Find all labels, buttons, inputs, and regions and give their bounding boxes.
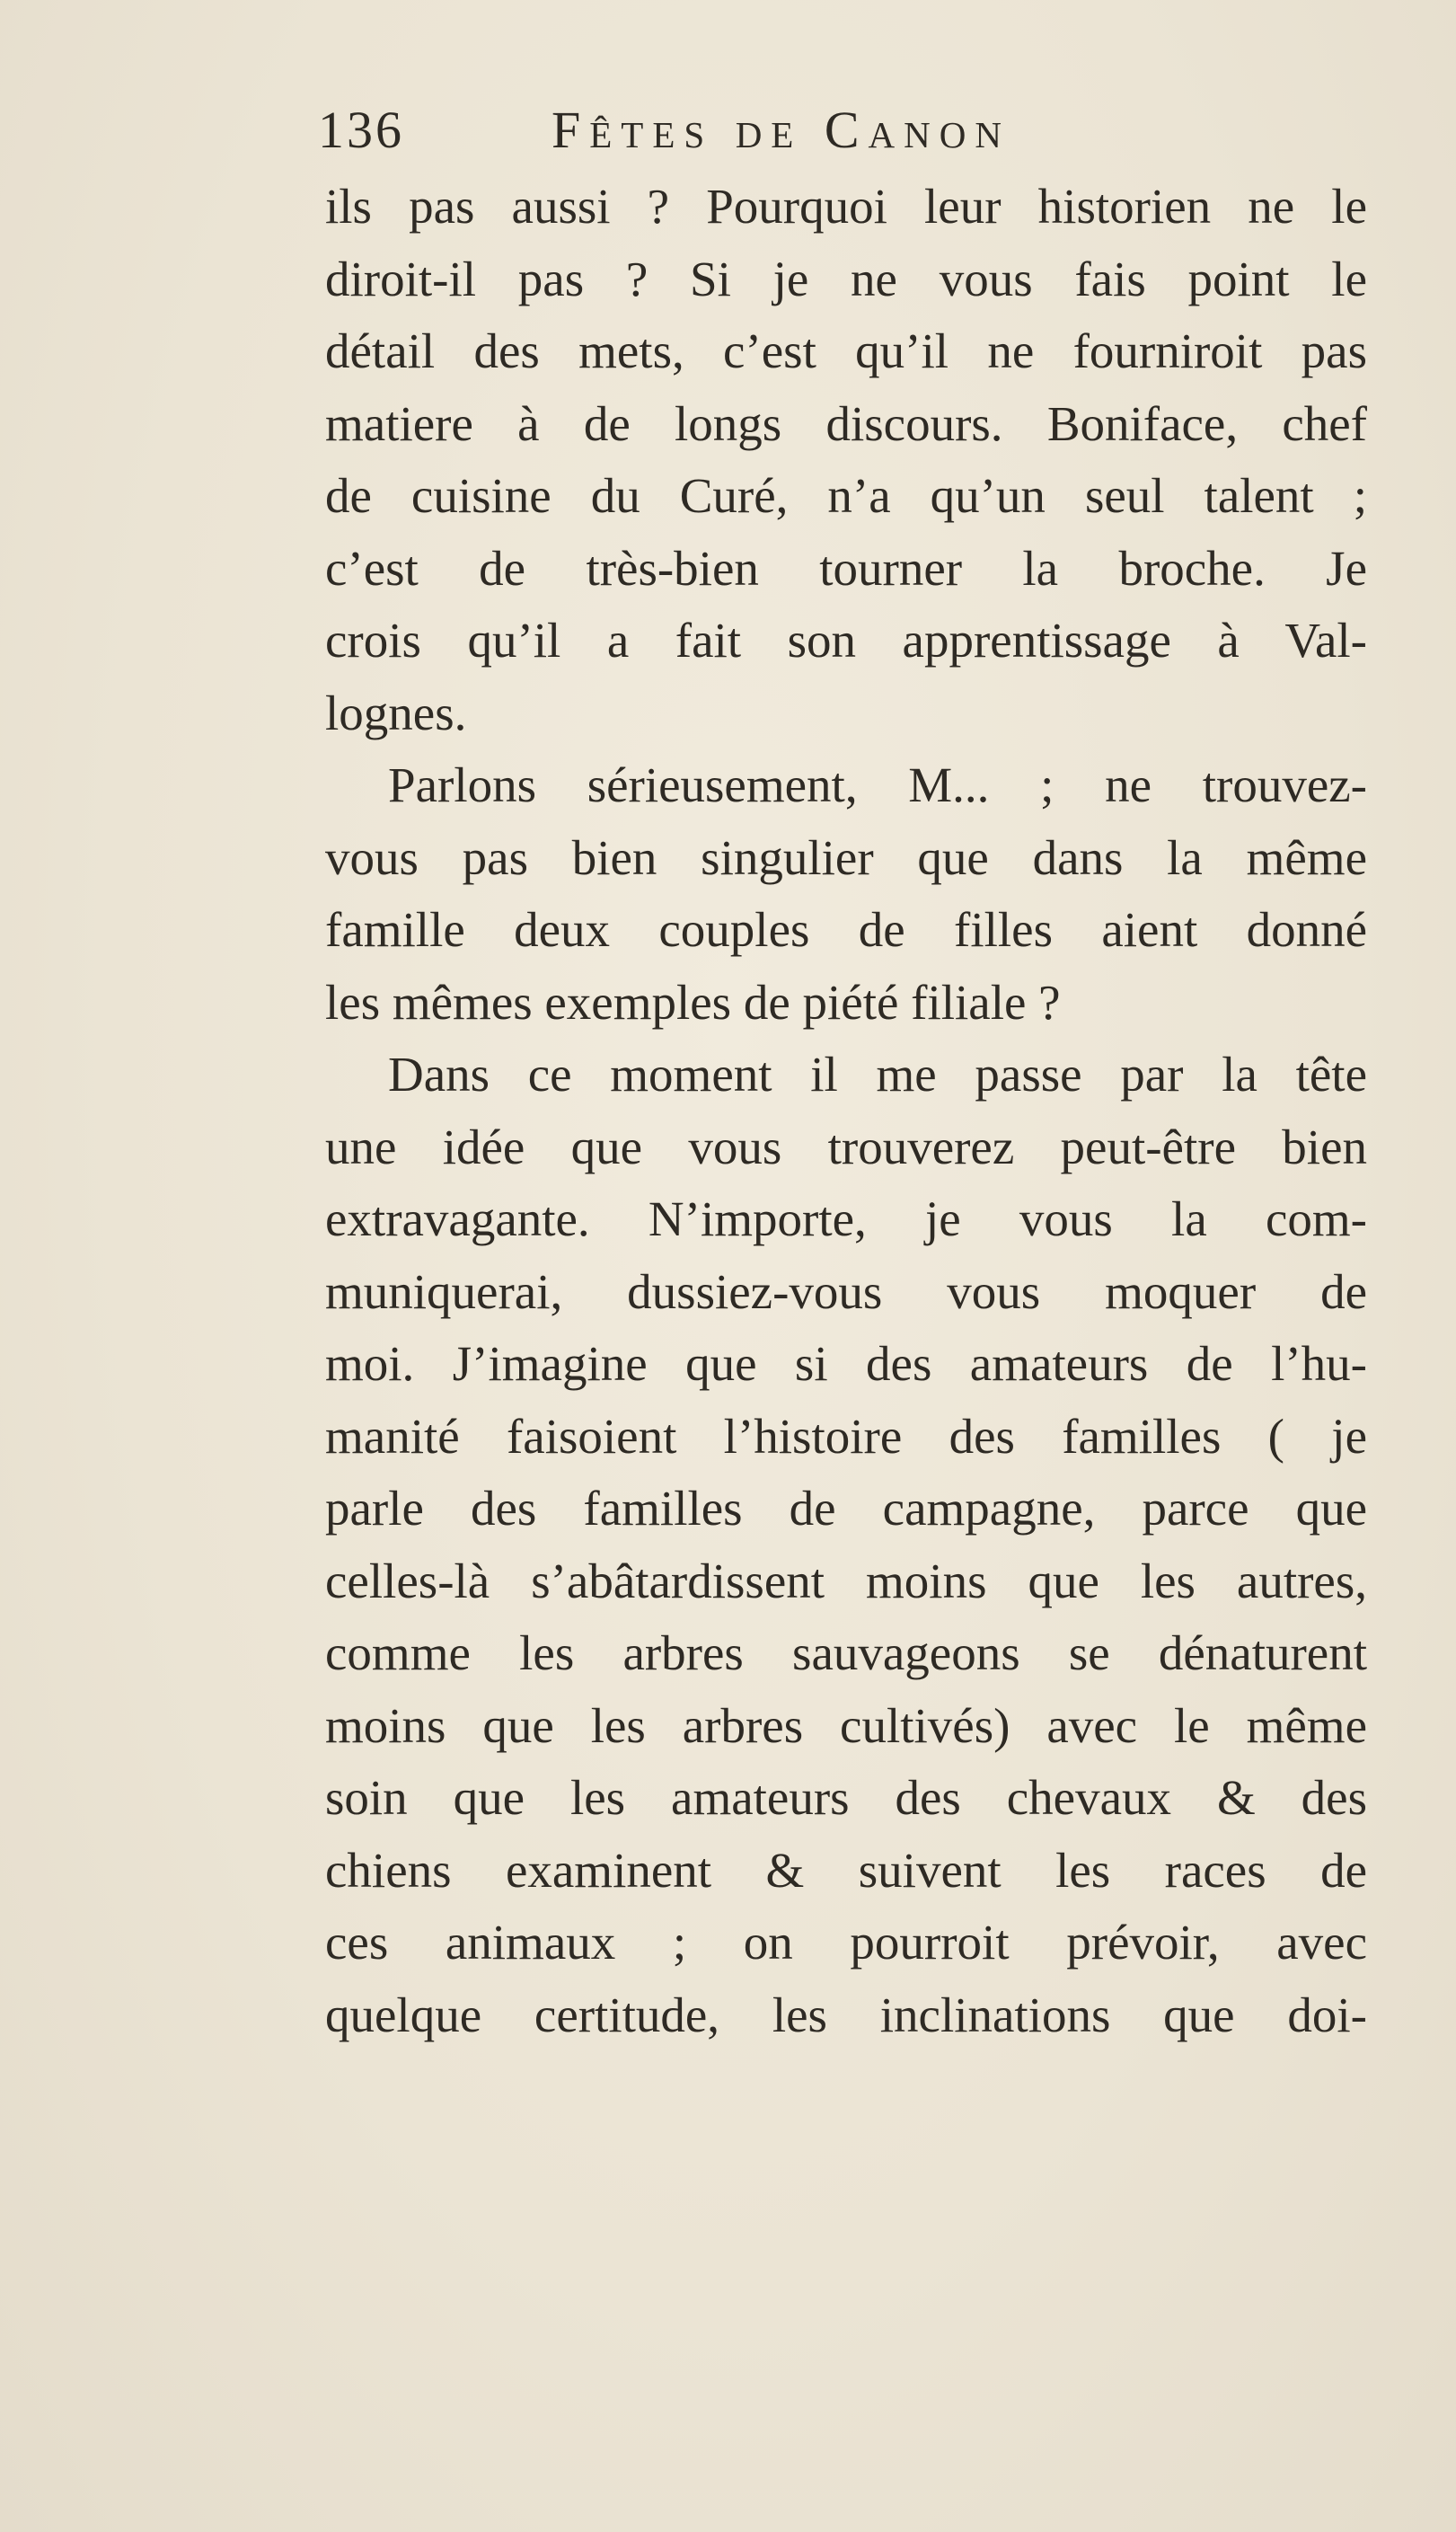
- text-line: c’est de très-bien tourner la broche. Je: [325, 540, 1367, 596]
- text-line: une idée que vous trouverez peut-être bien: [325, 1119, 1367, 1174]
- text-line: crois qu’il a fait son apprentissage à Val-: [325, 613, 1367, 668]
- text-line: les mêmes exemples de piété filiale ?: [325, 974, 1061, 1030]
- text-line: moins que les arbres cultivés) avec le même: [325, 1697, 1367, 1753]
- text-line: manité faisoient l’histoire des familles ( je: [325, 1408, 1367, 1464]
- text-line: quelque certitude, les inclinations que doi-: [325, 1987, 1367, 2042]
- text-line: Parlons sérieusement, M... ; ne trouvez-: [388, 757, 1367, 812]
- text-line: diroit-il pas ? Si je ne vous fais point le: [325, 251, 1367, 306]
- text-line: Dans ce moment il me passe par la tête: [388, 1047, 1367, 1102]
- text-line: de cuisine du Curé, n’a qu’un seul talent ;: [325, 468, 1367, 523]
- text-line: ces animaux ; on pourroit prévoir, avec: [325, 1915, 1367, 1970]
- text-line: vous pas bien singulier que dans la même: [325, 829, 1367, 885]
- text-line: celles-là s’abâtardissent moins que les autres,: [325, 1553, 1367, 1608]
- page-number: 136: [318, 101, 404, 159]
- text-line: parle des familles de campagne, parce que: [325, 1481, 1367, 1536]
- running-title: Fêtes de Canon: [552, 101, 1010, 159]
- text-line: muniquerai, dussiez-vous vous moquer de: [325, 1263, 1367, 1319]
- text-line: ils pas aussi ? Pourquoi leur historien ne le: [325, 179, 1367, 234]
- text-line: extravagante. N’importe, je vous la com-: [325, 1191, 1367, 1246]
- text-line: soin que les amateurs des chevaux & des: [325, 1770, 1367, 1825]
- text-line: moi. J’imagine que si des amateurs de l’hu-: [325, 1336, 1367, 1391]
- text-line: comme les arbres sauvageons se dénaturent: [325, 1625, 1367, 1680]
- body-text: [325, 171, 1367, 2051]
- text-line: chiens examinent & suivent les races de: [325, 1842, 1367, 1898]
- text-line: matiere à de longs discours. Boniface, chef: [325, 395, 1367, 451]
- text-line: famille deux couples de filles aient donné: [325, 902, 1367, 957]
- page-header: [318, 94, 1369, 166]
- text-line: lognes.: [325, 685, 467, 740]
- text-line: détail des mets, c’est qu’il ne fourniroit pas: [325, 323, 1367, 378]
